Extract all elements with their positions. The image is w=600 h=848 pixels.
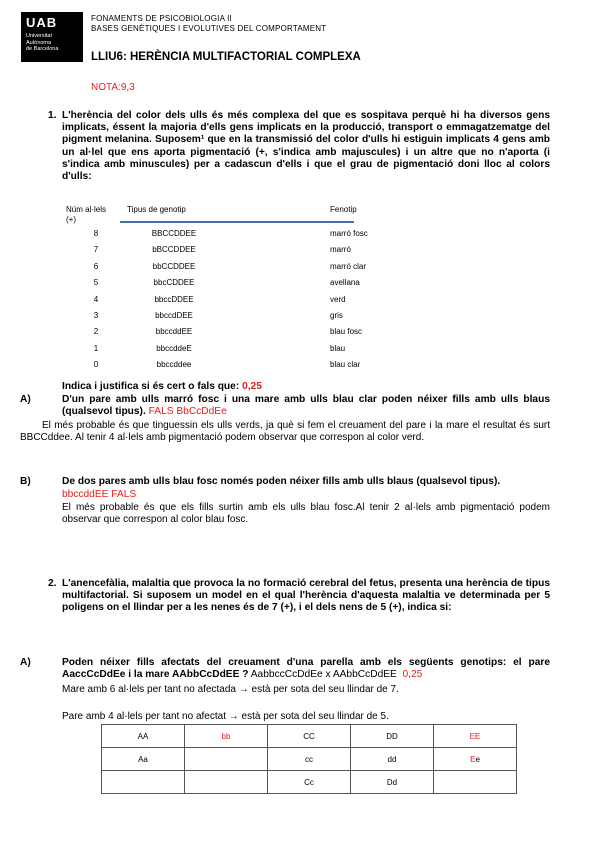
grid-cell: Aa xyxy=(102,748,185,771)
q1-number: 1. xyxy=(48,110,57,121)
q2a-score: 0,25 xyxy=(402,669,423,681)
gt-row-phenotype: verd xyxy=(330,294,346,304)
q1a-question: D'un pare amb ulls marró fosc i una mare amb ulls blau clar poden néixer fills amb ulls blaus (qualsevol tipus). FALS BbCcDdEe xyxy=(62,394,550,418)
grid-cell: bb xyxy=(185,725,268,748)
q2a-label: A) xyxy=(20,657,31,668)
q1b-explanation: El més probable és que els fills surtin amb els ulls blau fosc.Al tenir 2 al·lels amb pigmentació podem observar que correspon al color blau fosc. xyxy=(62,502,550,526)
gt-row-count: 0 xyxy=(93,360,99,370)
q2-intro: L'anencefàlia, malaltia que provoca la no formació cerebral del fetus, presenta una herència de tipus multifactorial. Si suposem un model en el qual l'herència d'aquesta malaltia ve determinada per 5 poligens on el llindar per a les nenes és de 7 (+), i el dels nens de 5 (+), indica si: xyxy=(62,578,550,614)
gt-row-count: 1 xyxy=(93,343,99,353)
grid-cell xyxy=(185,748,268,771)
grid-cell: dd xyxy=(351,748,434,771)
gt-row-phenotype: blau fosc xyxy=(330,327,363,337)
q1-indica: Indica i justifica si és cert o fals que: 0,25 xyxy=(62,381,262,392)
logo-subtitle: Universitat Autònoma de Barcelona xyxy=(26,33,59,52)
gt-row-genotype: bbCCDDEE xyxy=(152,261,196,271)
gt-row-count: 4 xyxy=(93,294,99,304)
q2a-question: Poden néixer fills afectats del creuament d'una parella amb els següents genotips: el pare AaccCcDdEe i la mare AAbbCcDdEE ? AabbccCcDdEe x AAbbCcDdEE 0,25 xyxy=(62,657,550,681)
gt-row-genotype: bbccdDEE xyxy=(155,311,193,320)
gt-row-phenotype: blau clar xyxy=(330,360,361,370)
q1-indica-score: 0,25 xyxy=(242,381,262,392)
gt-row-count: 7 xyxy=(93,245,99,255)
gt-row-genotype: bBCCDDEE xyxy=(152,245,196,255)
uab-logo xyxy=(21,12,83,62)
grade: NOTA:9,3 xyxy=(91,82,135,93)
gt-row-phenotype: marró clar xyxy=(330,261,367,271)
q1-intro: L'herència del color dels ulls és més complexa del que es sospitava perquè hi ha diversos gens implicats, éssent la majoria d'ells gens implicats en la producció, transport o emmagatzematge del pigment melanina. Suposem¹ que en la transmissió del color d'ulls hi estiguin implicats 4 gens amb un al·lel que ens aporta pigmentació (+, s'indica amb majuscules) i un altre que no n'aporta (i s'indica amb minuscules) per a cadascun d'ells i que el grau de pigmentació doni lloc al colors d'ulls: xyxy=(62,110,550,183)
gt-row-genotype: bbccddeE xyxy=(156,343,192,353)
grid-cell: Dd xyxy=(351,771,434,794)
gt-row-count: 3 xyxy=(93,311,99,320)
logo-mark: UAB xyxy=(26,15,58,30)
q1b-question: De dos pares amb ulls blau fosc només poden néixer fills amb ulls blaus (qualsevol tipus). xyxy=(62,476,501,487)
grid-cell: Ee xyxy=(434,748,517,771)
gt-header-rule xyxy=(120,221,354,223)
gt-row-genotype: BBCCDDEE xyxy=(151,229,197,238)
gt-row-count: 6 xyxy=(93,261,99,271)
course-subtitle: BASES GENÈTIQUES I EVOLUTIVES DEL COMPORTAMENT xyxy=(91,24,327,33)
grid-cell: Cc xyxy=(268,771,351,794)
q1a-explanation: El més probable és que tinguessin els ulls verds, ja què si fem el creuament del pare i la mare el resultat és surt BBCCddee. Al tenir 4 al·lels amb pigmentació podem observar que correspon al color verd. xyxy=(20,420,550,444)
gt-row-phenotype: blau xyxy=(330,343,346,353)
grid-cell xyxy=(185,771,268,794)
gt-row-phenotype: gris xyxy=(330,311,343,320)
grid-cell: AA xyxy=(102,725,185,748)
q2a-answer: AabbccCcDdEe x AAbbCcDdEE xyxy=(250,669,397,681)
gt-row-count: 2 xyxy=(93,327,99,337)
q1b-answer: bbccddEE FALS xyxy=(62,489,137,500)
gt-row-phenotype: avellana xyxy=(330,278,360,288)
gt-row-count: 8 xyxy=(93,229,99,238)
grid-cell xyxy=(102,771,185,794)
grid-cell: cc xyxy=(268,748,351,771)
gt-header-genotype: Tipus de genotip xyxy=(127,205,186,214)
q2a-mother-line: Mare amb 6 al·lels per tant no afectada → està per sota del seu llindar de 7. xyxy=(62,684,399,695)
gt-header-phenotype: Fenotip xyxy=(330,205,357,214)
gt-row-genotype: bbcCDDEE xyxy=(153,278,195,288)
page-title: LLIU6: HERÈNCIA MULTIFACTORIAL COMPLEXA xyxy=(91,51,361,63)
grid-cell: CC xyxy=(268,725,351,748)
course-name: FONAMENTS DE PSICOBIOLOGIA II xyxy=(91,14,232,23)
gt-row-genotype: bbccDDEE xyxy=(154,294,194,304)
grid-cell: DD xyxy=(351,725,434,748)
gt-row-genotype: bbccddee xyxy=(156,360,192,370)
gt-row-count: 5 xyxy=(93,278,99,288)
q1a-label: A) xyxy=(20,394,31,405)
allele-grid xyxy=(101,724,517,794)
q2a-father-line: Pare amb 4 al·lels per tant no afectat → està per sota del seu llindar de 5. xyxy=(62,711,389,722)
gt-header-num: Núm al·lels (+) xyxy=(66,205,107,224)
grid-cell: EE xyxy=(434,725,517,748)
gt-row-genotype: bbccddEE xyxy=(155,327,193,337)
q2-number: 2. xyxy=(48,578,57,589)
gt-row-phenotype: marró fosc xyxy=(330,229,368,238)
gt-row-phenotype: marró xyxy=(330,245,351,255)
grid-cell xyxy=(434,771,517,794)
q1b-label: B) xyxy=(20,476,31,487)
q1a-answer: FALS BbCcDdEe xyxy=(148,406,227,418)
